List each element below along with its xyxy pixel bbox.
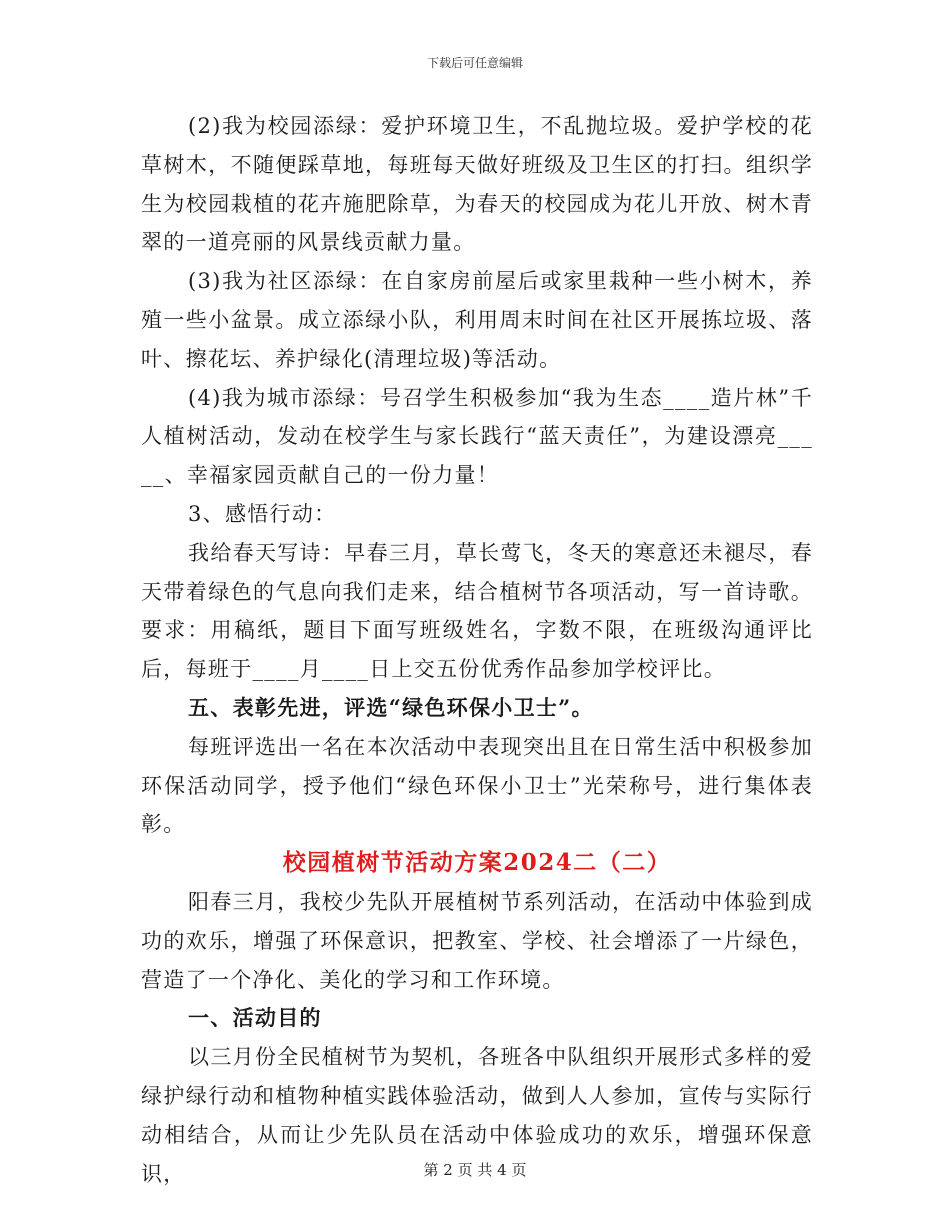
paragraph-city-green: (4)我为城市添绿：号召学生积极参加“我为生态____造片林”千人植树活动，发动在校学生与家长践行“蓝天责任”，为建设漂亮_____、幸福家园贡献自己的一份力量！ [141,385,813,488]
paragraph-community-green: (3)我为社区添绿：在自家房前屋后或家里栽种一些小树木，养殖一些小盆景。成立添绿小队，利用周末时间在社区开展拣垃圾、落叶、擦花坛、养护绿化(清理垃圾)等活动。 [141,269,813,371]
page-header: 下载后可任意编辑 [426,56,523,70]
paragraph-reflection-heading: 3、感悟行动： [188,501,337,526]
paragraph-intro: 阳春三月，我校少先队开展植树节系列活动，在活动中体验到成功的欢乐，增强了环保意识，把教室、学校、社会增添了一片绿色，营造了一个净化、美化的学习和工作环境。 [141,889,813,992]
page-footer: 第 2 页 共 4 页 [423,1161,527,1179]
section-heading-commendation: 五、表彰先进，评选“绿色环保小卫士”。 [188,694,594,720]
document-body [141,107,813,1193]
paragraph-commendation: 每班评选出一名在本次活动中表现突出且在日常生活中积极参加环保活动同学，授予他们“绿色环保小卫士”光荣称号，进行集体表彰。 [141,734,813,837]
document-title: 校园植树节活动方案2024二（二） [282,849,672,877]
paragraph-purpose: 以三月份全民植树节为契机，各班各中队组织开展形式多样的爱绿护绿行动和植物种植实践体验活动，做到人人参加，宣传与实际行动相结合，从而让少先队员在活动中体验成功的欢乐，增强环保意识， [141,1045,813,1186]
paragraph-spring-poem: 我给春天写诗：早春三月，草长莺飞，冬天的寒意还未褪尽，春天带着绿色的气息向我们走来，结合植树节各项活动，写一首诗歌。要求：用稿纸，题目下面写班级姓名，字数不限，在班级沟通评比后，每班于____月____日上交五份优秀作品参加学校评比。 [141,540,813,682]
section-heading-purpose: 一、活动目的 [188,1005,322,1031]
paragraph-campus-green: (2)我为校园添绿：爱护环境卫生，不乱抛垃圾。爱护学校的花草树木，不随便踩草地，每班每天做好班级及卫生区的打扫。组织学生为校园栽植的花卉施肥除草，为春天的校园成为花儿开放、树木青翠的一道亮丽的风景线贡献力量。 [141,114,813,255]
